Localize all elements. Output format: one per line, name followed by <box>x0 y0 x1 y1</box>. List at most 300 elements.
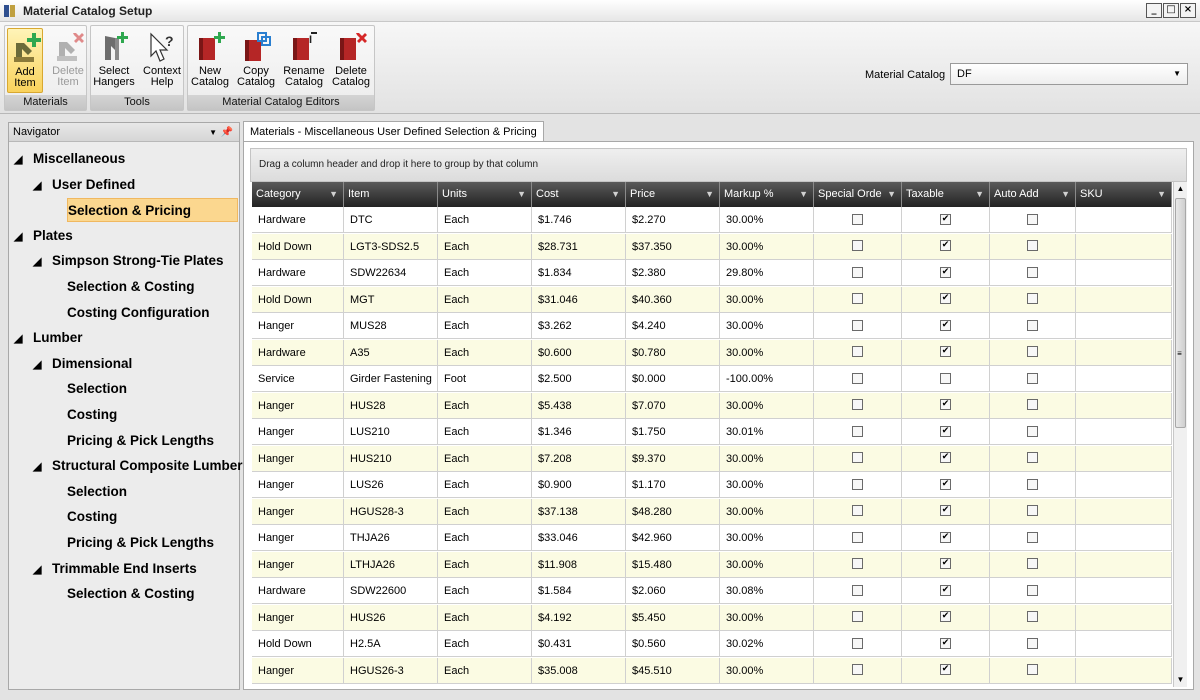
auto_add-checkbox[interactable] <box>1027 399 1038 410</box>
tab-materials[interactable]: Materials - Miscellaneous User Defined Selection & Pricing <box>243 121 544 142</box>
cell-price[interactable]: $9.370 <box>626 446 720 472</box>
cell-item[interactable]: H2.5A <box>344 631 438 657</box>
cell-markup[interactable]: 30.00% <box>720 393 814 419</box>
special-checkbox[interactable] <box>852 373 863 384</box>
delete-catalog-button[interactable] <box>331 28 371 93</box>
cell-category[interactable]: Hanger <box>252 658 344 684</box>
special-checkbox[interactable] <box>852 532 863 543</box>
taxable-checkbox[interactable]: ✔ <box>941 346 950 357</box>
cell-sku[interactable] <box>1076 287 1172 313</box>
cell-markup[interactable]: 30.00% <box>720 605 814 631</box>
taxable-checkbox[interactable]: ✔ <box>941 558 950 569</box>
cell-price[interactable]: $40.360 <box>626 287 720 313</box>
cell-category[interactable]: Hanger <box>252 605 344 631</box>
cell-item[interactable]: A35 <box>344 340 438 366</box>
tree-item[interactable]: Structural Composite Lumber <box>52 458 243 474</box>
cell-item[interactable]: HUS28 <box>344 393 438 419</box>
cell-cost[interactable]: $33.046 <box>532 525 626 551</box>
cell-price[interactable]: $2.270 <box>626 207 720 233</box>
tree-item[interactable]: Plates <box>33 227 73 243</box>
auto_add-checkbox[interactable] <box>1027 558 1038 569</box>
cell-units[interactable]: Each <box>438 552 532 578</box>
table-row[interactable] <box>252 313 1172 339</box>
cell-category[interactable]: Hold Down <box>252 287 344 313</box>
table-row[interactable] <box>252 472 1172 498</box>
filter-icon[interactable]: ▼ <box>611 189 620 199</box>
cell-sku[interactable] <box>1076 260 1172 286</box>
cell-auto_add <box>990 419 1076 445</box>
tools-group <box>90 25 184 111</box>
filter-icon[interactable]: ▼ <box>887 189 896 199</box>
title-bar <box>0 0 1200 22</box>
rename-catalog-icon <box>287 30 321 64</box>
cell-item[interactable]: MGT <box>344 287 438 313</box>
table-row[interactable] <box>252 658 1172 684</box>
cell-item[interactable]: LGT3-SDS2.5 <box>344 234 438 260</box>
cell-cost[interactable]: $0.600 <box>532 340 626 366</box>
cell-markup[interactable]: 30.00% <box>720 658 814 684</box>
cell-item[interactable]: HUS210 <box>344 446 438 472</box>
special-checkbox[interactable] <box>852 452 863 463</box>
special-checkbox[interactable] <box>852 293 863 304</box>
expand-arrow-icon[interactable]: ◢ <box>14 333 23 346</box>
grid-header <box>252 182 1172 207</box>
taxable-checkbox[interactable]: ✔ <box>941 240 950 251</box>
special-checkbox[interactable] <box>852 664 863 675</box>
cell-item[interactable]: MUS28 <box>344 313 438 339</box>
cell-sku[interactable] <box>1076 552 1172 578</box>
cell-cost[interactable]: $31.046 <box>532 287 626 313</box>
expand-arrow-icon[interactable]: ◢ <box>33 256 42 269</box>
cell-price[interactable]: $0.000 <box>626 366 720 392</box>
auto_add-checkbox[interactable] <box>1027 293 1038 304</box>
taxable-checkbox[interactable]: ✔ <box>941 399 950 410</box>
cell-units[interactable]: Each <box>438 234 532 260</box>
cell-special <box>814 578 902 604</box>
add-item-icon <box>8 31 42 65</box>
cell-markup[interactable]: 30.00% <box>720 499 814 525</box>
cell-sku[interactable] <box>1076 631 1172 657</box>
cell-markup[interactable]: 30.02% <box>720 631 814 657</box>
cell-price[interactable]: $2.380 <box>626 260 720 286</box>
navigator-header <box>9 123 239 142</box>
cell-category[interactable]: Hanger <box>252 472 344 498</box>
cell-taxable <box>902 340 990 366</box>
filter-icon[interactable]: ▼ <box>517 189 526 199</box>
table-row[interactable] <box>252 552 1172 578</box>
cell-sku[interactable] <box>1076 499 1172 525</box>
table-row[interactable] <box>252 605 1172 631</box>
catalog-editors-group <box>187 25 375 111</box>
cell-units[interactable]: Each <box>438 393 532 419</box>
cell-markup[interactable]: -100.00% <box>720 366 814 392</box>
taxable-checkbox[interactable]: ✔ <box>941 425 950 436</box>
cell-price[interactable]: $2.060 <box>626 578 720 604</box>
special-checkbox[interactable] <box>852 214 863 225</box>
special-checkbox[interactable] <box>852 558 863 569</box>
cell-markup[interactable]: 29.80% <box>720 260 814 286</box>
expand-arrow-icon[interactable]: ◢ <box>33 563 42 576</box>
cell-markup[interactable]: 30.00% <box>720 446 814 472</box>
cell-units[interactable]: Each <box>438 207 532 233</box>
cell-markup[interactable]: 30.00% <box>720 525 814 551</box>
taxable-checkbox[interactable]: ✔ <box>941 266 950 277</box>
cell-price[interactable]: $7.070 <box>626 393 720 419</box>
table-row[interactable] <box>252 260 1172 286</box>
special-checkbox[interactable] <box>852 505 863 516</box>
cell-cost[interactable]: $7.208 <box>532 446 626 472</box>
cell-units[interactable]: Foot <box>438 366 532 392</box>
new-catalog-icon <box>193 30 227 64</box>
cell-markup[interactable]: 30.00% <box>720 472 814 498</box>
cell-price[interactable]: $5.450 <box>626 605 720 631</box>
filter-icon[interactable]: ▼ <box>329 189 338 199</box>
cell-taxable <box>902 234 990 260</box>
cell-special <box>814 658 902 684</box>
cell-category[interactable]: Hanger <box>252 525 344 551</box>
tree-item[interactable]: Selection & Costing <box>67 586 195 602</box>
cell-price[interactable]: $4.240 <box>626 313 720 339</box>
taxable-checkbox[interactable]: ✔ <box>941 637 950 648</box>
cell-cost[interactable]: $5.438 <box>532 393 626 419</box>
cell-category[interactable]: Service <box>252 366 344 392</box>
table-row[interactable] <box>252 578 1172 604</box>
auto_add-checkbox[interactable] <box>1027 426 1038 437</box>
expand-arrow-icon[interactable]: ◢ <box>33 358 42 371</box>
special-checkbox[interactable] <box>852 346 863 357</box>
cell-markup[interactable]: 30.00% <box>720 313 814 339</box>
tree-item[interactable]: Simpson Strong-Tie Plates <box>52 253 224 269</box>
table-row[interactable] <box>252 499 1172 525</box>
tree-item[interactable]: Selection & Pricing <box>67 198 238 222</box>
cell-cost[interactable]: $28.731 <box>532 234 626 260</box>
cell-cost[interactable]: $2.500 <box>532 366 626 392</box>
table-row[interactable] <box>252 340 1172 366</box>
cell-auto_add <box>990 631 1076 657</box>
cell-auto_add <box>990 578 1076 604</box>
cell-sku[interactable] <box>1076 234 1172 260</box>
context-help-button[interactable] <box>141 28 183 93</box>
column-header[interactable] <box>626 182 720 207</box>
tree-item[interactable]: Pricing & Pick Lengths <box>67 535 215 550</box>
add-item-button[interactable] <box>7 28 43 93</box>
cell-item[interactable]: LUS26 <box>344 472 438 498</box>
cell-special <box>814 366 902 392</box>
cell-cost[interactable]: $4.192 <box>532 605 626 631</box>
vertical-scrollbar[interactable] <box>1173 182 1187 687</box>
cell-category[interactable]: Hold Down <box>252 631 344 657</box>
taxable-checkbox[interactable]: ✔ <box>941 611 950 622</box>
cell-price[interactable]: $15.480 <box>626 552 720 578</box>
table-row[interactable] <box>252 287 1172 313</box>
cell-category[interactable]: Hanger <box>252 313 344 339</box>
expand-arrow-icon[interactable]: ◢ <box>14 230 23 243</box>
cell-category[interactable]: Hardware <box>252 207 344 233</box>
cell-item[interactable]: HGUS28-3 <box>344 499 438 525</box>
cell-item[interactable]: SDW22634 <box>344 260 438 286</box>
cell-cost[interactable]: $35.008 <box>532 658 626 684</box>
cell-item[interactable]: LUS210 <box>344 419 438 445</box>
special-checkbox[interactable] <box>852 479 863 490</box>
filter-icon[interactable]: ▼ <box>705 189 714 199</box>
table-row[interactable] <box>252 393 1172 419</box>
cell-cost[interactable]: $1.746 <box>532 207 626 233</box>
cell-units[interactable]: Each <box>438 578 532 604</box>
cell-price[interactable]: $45.510 <box>626 658 720 684</box>
chevron-down-icon: ▼ <box>1173 69 1181 78</box>
cell-cost[interactable]: $0.431 <box>532 631 626 657</box>
group-by-area[interactable] <box>250 148 1187 182</box>
cell-sku[interactable] <box>1076 393 1172 419</box>
column-header-label: Category <box>256 188 301 200</box>
cell-special <box>814 631 902 657</box>
dropdown-icon[interactable]: ▼ <box>209 128 217 137</box>
materials-grid <box>252 182 1172 687</box>
taxable-checkbox[interactable]: ✔ <box>941 531 950 542</box>
cell-sku[interactable] <box>1076 658 1172 684</box>
auto_add-checkbox[interactable] <box>1027 346 1038 357</box>
tree-item[interactable]: Selection <box>67 381 128 397</box>
taxable-checkbox[interactable]: ✔ <box>941 664 950 675</box>
column-header-label: Price <box>630 188 656 200</box>
cell-sku[interactable] <box>1076 313 1172 339</box>
tree-item[interactable]: User Defined <box>52 176 136 192</box>
copy-catalog-button[interactable] <box>236 28 276 93</box>
cell-sku[interactable] <box>1076 340 1172 366</box>
taxable-checkbox[interactable]: ✔ <box>941 584 950 595</box>
cell-markup[interactable]: 30.00% <box>720 287 814 313</box>
special-checkbox[interactable] <box>852 320 863 331</box>
filter-icon[interactable]: ▼ <box>799 189 808 199</box>
auto_add-checkbox[interactable] <box>1027 267 1038 278</box>
cell-cost[interactable]: $1.834 <box>532 260 626 286</box>
cell-item[interactable]: Girder Fastening <box>344 366 438 392</box>
rename-catalog-button[interactable] <box>282 28 326 93</box>
cell-units[interactable]: Each <box>438 525 532 551</box>
cell-item[interactable]: HGUS26-3 <box>344 658 438 684</box>
filter-icon[interactable]: ▼ <box>1157 189 1166 199</box>
cell-price[interactable]: $0.560 <box>626 631 720 657</box>
cell-units[interactable]: Each <box>438 287 532 313</box>
cell-markup[interactable]: 30.00% <box>720 340 814 366</box>
cell-category[interactable]: Hanger <box>252 446 344 472</box>
tree-item[interactable]: Lumber <box>33 330 83 346</box>
cell-units[interactable]: Each <box>438 260 532 286</box>
auto_add-checkbox[interactable] <box>1027 320 1038 331</box>
cell-cost[interactable]: $11.908 <box>532 552 626 578</box>
special-checkbox[interactable] <box>852 638 863 649</box>
delete-item-icon <box>51 30 85 64</box>
material-catalog-select[interactable] <box>950 63 1188 85</box>
auto_add-checkbox[interactable] <box>1027 585 1038 596</box>
tree-item[interactable]: Costing <box>67 407 118 422</box>
auto_add-checkbox[interactable] <box>1027 214 1038 225</box>
column-header-label: Cost <box>536 188 559 200</box>
scroll-up-icon[interactable]: ▲ <box>1176 184 1185 193</box>
cell-category[interactable]: Hanger <box>252 499 344 525</box>
cell-units[interactable]: Each <box>438 340 532 366</box>
cell-units[interactable]: Each <box>438 499 532 525</box>
cell-item[interactable]: SDW22600 <box>344 578 438 604</box>
taxable-checkbox[interactable]: ✔ <box>941 319 950 330</box>
cell-sku[interactable] <box>1076 472 1172 498</box>
cell-category[interactable]: Hanger <box>252 552 344 578</box>
expand-arrow-icon[interactable]: ◢ <box>14 154 23 166</box>
cell-sku[interactable] <box>1076 525 1172 551</box>
close-button[interactable]: × <box>1180 3 1196 18</box>
new-catalog-button[interactable] <box>190 28 230 93</box>
filter-icon[interactable]: ▼ <box>975 189 984 199</box>
column-header[interactable] <box>252 182 344 207</box>
cell-taxable <box>902 393 990 419</box>
cell-taxable <box>902 287 990 313</box>
cell-category[interactable]: Hanger <box>252 419 344 445</box>
special-checkbox[interactable] <box>852 267 863 278</box>
ribbon <box>0 22 1200 114</box>
cell-sku[interactable] <box>1076 207 1172 233</box>
cell-category[interactable]: Hanger <box>252 393 344 419</box>
navigator-title: Navigator <box>13 126 61 138</box>
column-header[interactable] <box>1076 182 1172 207</box>
cell-auto_add <box>990 234 1076 260</box>
auto_add-checkbox[interactable] <box>1027 638 1038 649</box>
cell-cost[interactable]: $1.346 <box>532 419 626 445</box>
cell-units[interactable]: Each <box>438 313 532 339</box>
expand-arrow-icon[interactable]: ◢ <box>33 179 42 192</box>
table-row[interactable] <box>252 207 1172 233</box>
auto_add-checkbox[interactable] <box>1027 532 1038 543</box>
scroll-down-icon[interactable]: ▼ <box>1176 675 1185 684</box>
cell-price[interactable]: $42.960 <box>626 525 720 551</box>
column-header[interactable] <box>990 182 1076 207</box>
auto_add-checkbox[interactable] <box>1027 452 1038 463</box>
cell-price[interactable]: $1.170 <box>626 472 720 498</box>
taxable-checkbox[interactable]: ✔ <box>941 505 950 516</box>
table-row[interactable] <box>252 525 1172 551</box>
context-help-label: Context Help <box>143 65 181 88</box>
pin-icon[interactable]: 📌 <box>220 127 233 138</box>
delete-catalog-label: Delete Catalog <box>332 65 370 88</box>
cell-taxable <box>902 605 990 631</box>
table-row[interactable] <box>252 631 1172 657</box>
tree-item[interactable]: Costing <box>67 509 118 525</box>
tree-item[interactable]: Dimensional <box>52 355 133 371</box>
cell-item[interactable]: HUS26 <box>344 605 438 631</box>
cell-sku[interactable] <box>1076 605 1172 631</box>
column-header[interactable] <box>344 182 438 207</box>
delete-item-button[interactable] <box>51 28 85 93</box>
special-checkbox[interactable] <box>852 585 863 596</box>
cell-cost[interactable]: $0.900 <box>532 472 626 498</box>
auto_add-checkbox[interactable] <box>1027 611 1038 622</box>
table-row[interactable] <box>252 234 1172 260</box>
svg-text:?: ? <box>165 33 174 49</box>
special-checkbox[interactable] <box>852 426 863 437</box>
cell-markup[interactable]: 30.00% <box>720 207 814 233</box>
cell-markup[interactable]: 30.00% <box>720 234 814 260</box>
cell-units[interactable]: Each <box>438 419 532 445</box>
cell-price[interactable]: $0.780 <box>626 340 720 366</box>
column-header[interactable] <box>814 182 902 207</box>
cell-markup[interactable]: 30.00% <box>720 552 814 578</box>
cell-category[interactable]: Hardware <box>252 260 344 286</box>
cell-units[interactable]: Each <box>438 446 532 472</box>
cell-sku[interactable] <box>1076 578 1172 604</box>
cell-units[interactable]: Each <box>438 605 532 631</box>
cell-category[interactable]: Hold Down <box>252 234 344 260</box>
tree-item[interactable]: Trimmable End Inserts <box>52 560 197 576</box>
table-row[interactable] <box>252 446 1172 472</box>
cell-markup[interactable]: 30.01% <box>720 419 814 445</box>
cell-sku[interactable] <box>1076 366 1172 392</box>
cell-item[interactable]: THJA26 <box>344 525 438 551</box>
cell-cost[interactable]: $3.262 <box>532 313 626 339</box>
tree-item[interactable]: Selection <box>67 483 128 499</box>
taxable-checkbox[interactable] <box>940 373 951 384</box>
cell-sku[interactable] <box>1076 446 1172 472</box>
special-checkbox[interactable] <box>852 611 863 622</box>
taxable-checkbox[interactable]: ✔ <box>941 213 950 224</box>
tree-item[interactable]: Costing Configuration <box>67 304 210 320</box>
auto_add-checkbox[interactable] <box>1027 664 1038 675</box>
table-row[interactable] <box>252 366 1172 392</box>
column-header[interactable] <box>902 182 990 207</box>
tree-item[interactable]: Miscellaneous <box>33 151 126 166</box>
cell-auto_add <box>990 605 1076 631</box>
auto_add-checkbox[interactable] <box>1027 240 1038 251</box>
cell-sku[interactable] <box>1076 419 1172 445</box>
cell-price[interactable]: $37.350 <box>626 234 720 260</box>
auto_add-checkbox[interactable] <box>1027 479 1038 490</box>
filter-icon[interactable]: ▼ <box>1061 189 1070 199</box>
cell-special <box>814 499 902 525</box>
column-header[interactable] <box>532 182 626 207</box>
taxable-checkbox[interactable]: ✔ <box>941 293 950 304</box>
tree-item[interactable]: Pricing & Pick Lengths <box>67 432 215 448</box>
cell-item[interactable]: LTHJA26 <box>344 552 438 578</box>
special-checkbox[interactable] <box>852 399 863 410</box>
auto_add-checkbox[interactable] <box>1027 373 1038 384</box>
maximize-button[interactable]: □ <box>1163 3 1179 18</box>
cell-category[interactable]: Hardware <box>252 578 344 604</box>
minimize-button[interactable]: _ <box>1146 3 1162 18</box>
select-hangers-icon <box>97 30 131 64</box>
cell-markup[interactable]: 30.08% <box>720 578 814 604</box>
cell-units[interactable]: Each <box>438 658 532 684</box>
cell-category[interactable]: Hardware <box>252 340 344 366</box>
taxable-checkbox[interactable]: ✔ <box>941 452 950 463</box>
taxable-checkbox[interactable]: ✔ <box>941 478 950 489</box>
cell-units[interactable]: Each <box>438 472 532 498</box>
tree-item[interactable]: Selection & Costing <box>67 279 195 294</box>
cell-price[interactable]: $48.280 <box>626 499 720 525</box>
cell-item[interactable]: DTC <box>344 207 438 233</box>
special-checkbox[interactable] <box>852 240 863 251</box>
table-row[interactable] <box>252 419 1172 445</box>
auto_add-checkbox[interactable] <box>1027 505 1038 516</box>
column-header[interactable] <box>720 182 814 207</box>
cell-cost[interactable]: $1.584 <box>532 578 626 604</box>
cell-price[interactable]: $1.750 <box>626 419 720 445</box>
cell-special <box>814 287 902 313</box>
cell-units[interactable]: Each <box>438 631 532 657</box>
cell-cost[interactable]: $37.138 <box>532 499 626 525</box>
select-hangers-button[interactable] <box>93 28 135 93</box>
scroll-thumb[interactable] <box>1175 198 1186 428</box>
tools-group-label: Tools <box>91 95 183 110</box>
column-header[interactable] <box>438 182 532 207</box>
expand-arrow-icon[interactable]: ◢ <box>33 461 42 474</box>
